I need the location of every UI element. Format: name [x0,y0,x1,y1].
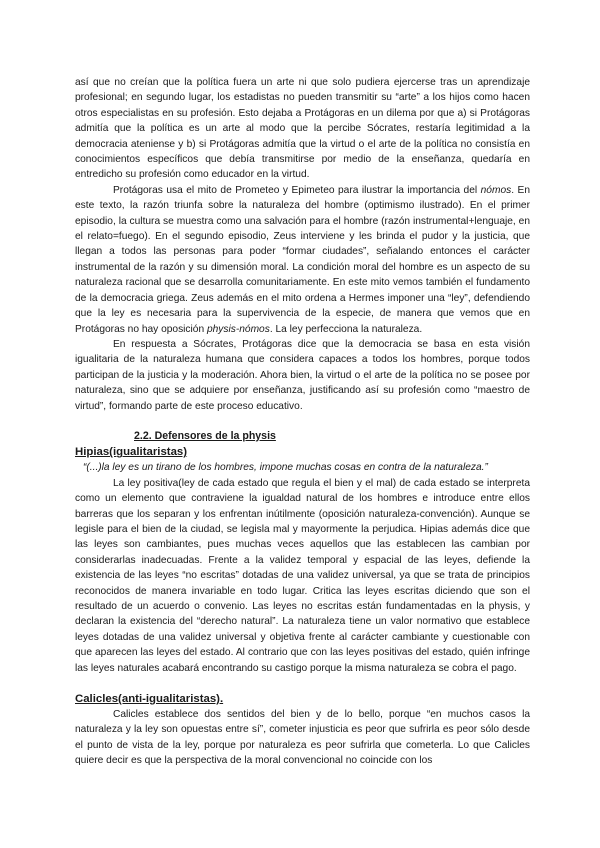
document-page [75,75,530,769]
italic-term-physis-nomos: physis-nómos [206,323,270,335]
paragraph-text: Protágoras usa el mito de Prometeo y Epimeteo para ilustrar la importancia del [113,184,481,196]
paragraph-respuesta-socrates: En respuesta a Sócrates, Protágoras dice que la democracia se basa en esta visión igualitaria de la naturaleza humana que considera capaces a todos los hombres, porque todos participan de la justicia y la moderación. Ahora bien, la virtud o el arte de la política no se posee por naturaleza, sino que se adquiere por enseñanza, justificando así su profesión como “maestro de virtud”, formando parte de este proceso educativo. [75,338,530,412]
paragraph-text: . En este texto, la razón triunfa sobre la naturaleza del hombre (optimismo ilustrado). En el primer episodio, la cultura se muestra como una salvación para el hombre (razón instrumental+lenguaje, en el relato=fuego). En el segundo episodio, Zeus interviene y les brinda el pudor y la justicia, que llegan a todos las personas para poder “formar ciudades”, señalando entonces el carácter instrumental de la razón y su dimensión moral. La condición moral del hombre es un aspecto de su naturaleza racional que se desarrolla comunitariamente. En este mito vemos también el fundamento de la democracia griega. Zeus además en el mito ordena a Hermes imponer una “ley”, defendiendo que la ley es necesaria para la supervivencia de la especie, de manera que vemos que en Protágoras no hay oposición [75,184,531,335]
quote-hipias: “(...)la ley es un tirano de los hombres, impone muchas cosas en contra de la naturaleza.” [83,462,488,474]
paragraph-text: . La ley perfecciona la naturaleza. [269,323,423,335]
paragraph-dilema: así que no creían que la política fuera un arte ni que solo pudiera ejercerse tras un aprendizaje profesional; en segundo lugar, los estadistas no pueden transmitir su “arte” a los hijos como hacen otros especialistas en su profesión. Esto dejaba a Protágoras en un dilema por que a) si Protágoras admitía que la política es un arte al modo que la percibe Sócrates, restaría legitimidad a la democracia ateniense y b) si Protágoras admitía que la virtud o el arte de la política no consistía en conocimientos específicos que debía transmitirse por medio de la enseñanza, quedaría en entredicho su profesión como educador en la virtud. [75,77,530,181]
paragraph-mito-prometeo [75,183,530,337]
section-title: 2.2. Defensores de la physis [134,429,276,442]
paragraph-hipias: La ley positiva(ley de cada estado que regula el bien y el mal) de cada estado se interpreta como un elemento que contraviene la igualdad natural de los hombres e introduce entre ellos barreras que los separan y los enfrentan inútilmente (oposición naturaleza-convención). Aunque se legisle para el bien de la ciudad, se legisla mal y mayormente la perjudica. Hipias además dice que las leyes son cambiantes, pues muchas veces aquellos que las establecen las cambian por considerarlas inadecuadas. Frente a la validez temporal y espacial de las leyes, defiende la existencia de las leyes “no escritas” dotadas de una validez universal, ya que se trata de principios reconocidos de manera invariable en todo lugar. Critica las leyes escritas diciendo que son el resultado de un acuerdo o convenio. Las leyes no escritas están fundamentadas en la physis, y declaran la existencia del “derecho natural”. La naturaleza tiene un valor normativo que establece leyes dotadas de una validez universal y objetiva frente al carácter cambiante y cuestionable con que aparecen las leyes del estado. Al contrario que con las leyes positivas del estado, quién infringe las leyes naturales acabará encontrando su castigo porque la misma naturaleza se cobra el pago. [75,477,530,674]
heading-calicles: Calicles(anti-igualitaristas). [75,693,224,706]
italic-term-nomos: nómos [480,184,512,196]
spacer [75,676,530,691]
heading-hipias: Hipias(igualitaristas) [75,446,188,459]
paragraph-calicles: Calicles establece dos sentidos del bien y de lo bello, porque “en muchos casos la naturaleza y la ley son opuestas entre sí”, cometer injusticia es peor que sufrirla es peor sólo desde el punto de vista de la ley, porque por naturaleza es peor sufrirla que cometerla. Lo que Calicles quiere decir es que la perspectiva de la moral convencional no coincide con los [75,709,530,767]
